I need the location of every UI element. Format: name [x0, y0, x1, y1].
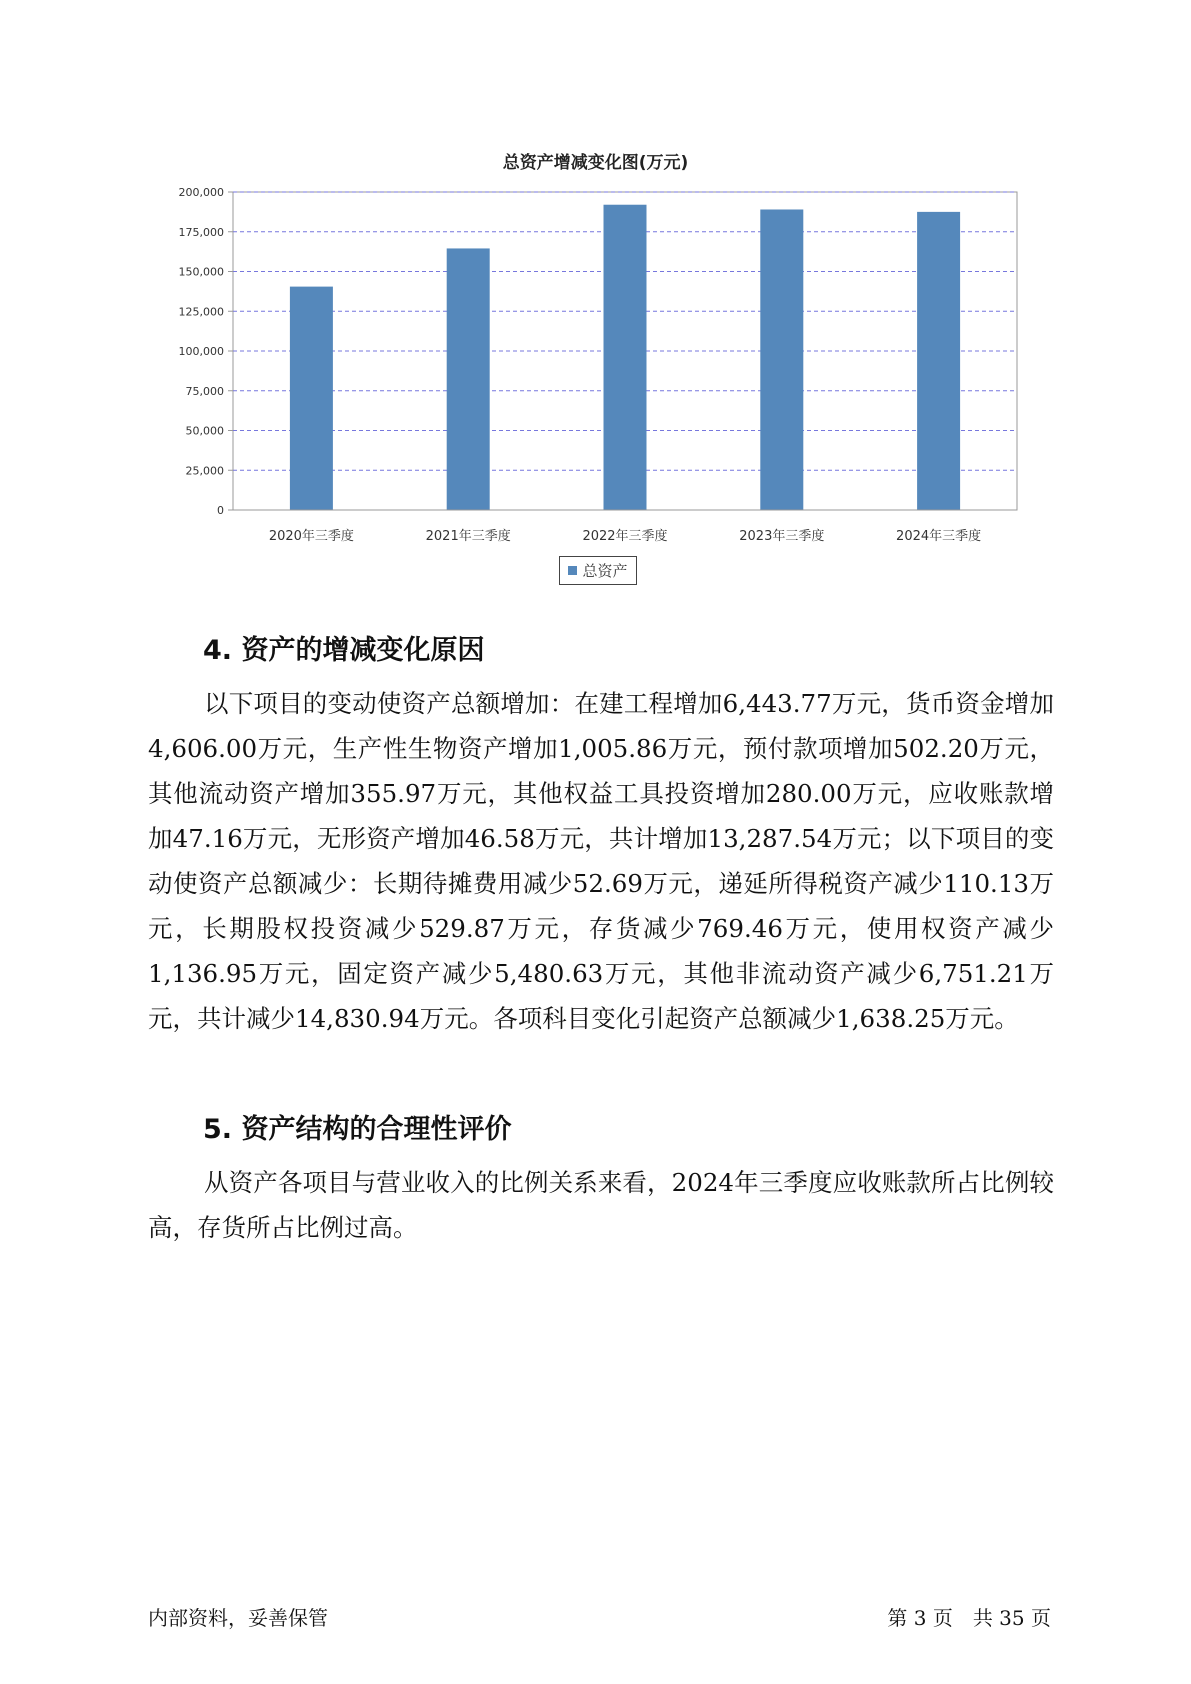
y-tick-label: 50,000: [185, 424, 224, 438]
bar-2022年三季度: [604, 205, 647, 510]
bar-2023年三季度: [760, 209, 803, 510]
x-tick-label: 2024年三季度: [896, 529, 982, 544]
x-tick-label: 2023年三季度: [739, 529, 825, 544]
y-tick-label: 125,000: [178, 305, 224, 319]
footer-confidential-note: 内部资料，妥善保管: [148, 1606, 328, 1630]
legend-label: 总资产: [582, 562, 628, 580]
legend-swatch: [568, 566, 577, 575]
section-paragraph-asset-change-reasons: 以下项目的变动使资产总额增加：在建工程增加6,443.77万元，货币资金增加4,606.00万元，生产性生物资产增加1,005.86万元，预付款项增加502.20万元，其他流动资产增加355.97万元，其他权益工具投资增加280.00万元，应收账款增加47.16万元，无形资产增加46.58万元，共计增加13,287.54万元；以下项目的变动使资产总额减少：长期待摊费用减少52.69万元，递延所得税资产减少110.13万元，长期股权投资减少529.87万元，存货减少769.46万元，使用权资产减少1,136.95万元，固定资产减少5,480.63万元，其他非流动资产减少6,751.21万元，共计减少14,830.94万元。各项科目变化引起资产总额减少1,638.25万元。: [148, 689, 1054, 1033]
y-tick-label: 0: [217, 504, 224, 517]
footer-page-number: 第 3 页 共 35 页: [887, 1606, 1051, 1630]
y-tick-label: 75,000: [185, 384, 224, 398]
y-tick-label: 25,000: [185, 464, 224, 478]
x-tick-label: 2022年三季度: [582, 529, 668, 544]
total-assets-bar-chart: [0, 0, 1191, 600]
bar-2021年三季度: [447, 248, 490, 510]
section-heading-asset-structure-evaluation: 5. 资产结构的合理性评价: [203, 1114, 512, 1145]
y-tick-label: 150,000: [178, 265, 224, 279]
bar-2024年三季度: [917, 212, 960, 510]
chart-legend: [559, 556, 637, 585]
chart-title: 总资产增减变化图(万元): [502, 153, 689, 173]
y-tick-label: 200,000: [178, 186, 224, 199]
x-tick-label: 2021年三季度: [425, 529, 511, 544]
section-heading-asset-change-reasons: 4. 资产的增减变化原因: [203, 635, 485, 666]
y-tick-label: 175,000: [178, 225, 224, 239]
section-paragraph-asset-structure-evaluation: 从资产各项目与营业收入的比例关系来看，2024年三季度应收账款所占比例较高，存货所占比例过高。: [148, 1168, 1054, 1242]
x-tick-label: 2020年三季度: [268, 529, 354, 544]
bar-2020年三季度: [290, 287, 333, 510]
y-tick-label: 100,000: [178, 345, 224, 358]
